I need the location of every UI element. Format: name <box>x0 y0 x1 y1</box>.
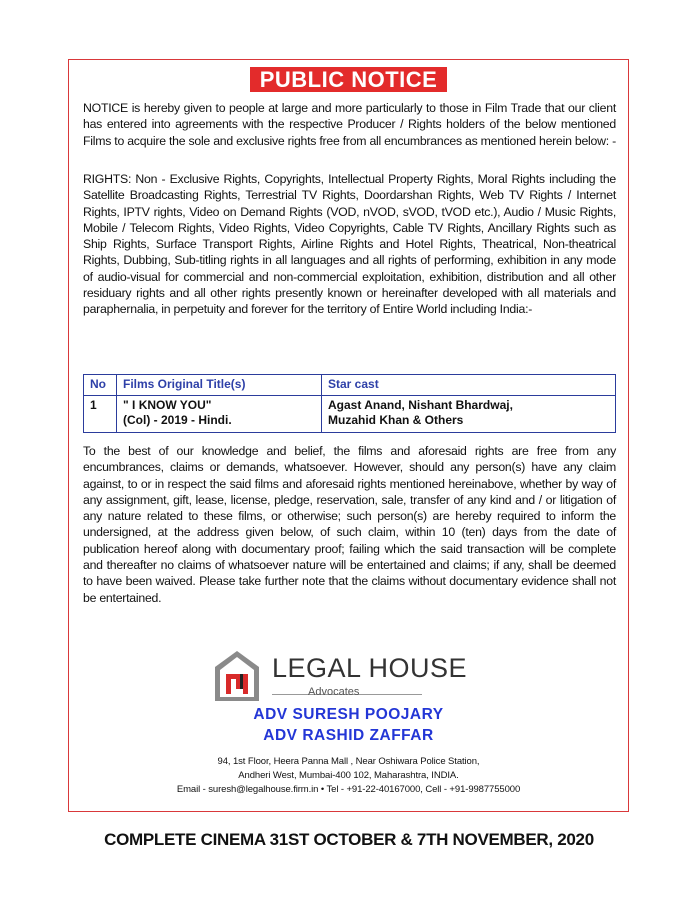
row-cast <box>322 396 616 433</box>
notice-title: PUBLIC NOTICE <box>250 67 448 92</box>
films-table <box>83 374 616 433</box>
row-title <box>117 396 322 433</box>
notice-frame <box>68 59 629 812</box>
row-no: 1 <box>84 396 117 433</box>
table-row <box>84 396 616 433</box>
header-cast: Star cast <box>322 375 616 396</box>
brand-name: LEGAL HOUSE <box>272 653 468 683</box>
address-line-1: 94, 1st Floor, Heera Panna Mall , Near Oshiwara Police Station, <box>217 756 480 767</box>
header-title: Films Original Title(s) <box>117 375 322 396</box>
claims-paragraph: To the best of our knowledge and belief, the films and aforesaid rights are free from any encumbrances, claims or demands, whatsoever. However, should any person(s) have any claim against, to or in respect the said films and aforesaid rights mentioned hereinabove, whether by way of any assignment, gift, lease, license, pledge, reservation, sale, transfer of any kind and / or litigation of any nature related to these films, or otherwise; such person(s) are hereby required to inform the undersigned, at the address given below, of such claim, within 10 (ten) days from the date of publication hereof along with documentary proof; failing which the said transaction will be complete and thereafter no claims of whatsoever nature will be entertained and claims; if any, shall be deemed to have been waived. Please take further note that the claims without documentary evidence shall not be entertained. <box>83 444 616 605</box>
notice-intro: NOTICE is hereby given to people at large and more particularly to those in Film Trade that our client has entered into agreements with the respective Producer / Rights holders of the below mentioned Films to acquire the sole and exclusive rights free from all encumbrances as mentioned herein below: - <box>83 101 616 148</box>
row-cast-line1: Agast Anand, Nishant Bhardwaj, <box>328 398 513 412</box>
header-no: No <box>84 375 117 396</box>
advocate-name-1: ADV SURESH POOJARY <box>253 706 444 723</box>
title-wrap <box>69 67 628 92</box>
table-header-row <box>84 375 616 396</box>
row-title-line2: (Col) - 2019 - Hindi. <box>123 413 232 427</box>
brand-subtitle: Advocates <box>308 686 360 698</box>
house-logo-icon <box>214 650 260 702</box>
advocate-name-2: ADV RASHID ZAFFAR <box>263 727 434 744</box>
address-line-2: Andheri West, Mumbai-400 102, Maharashtra, INDIA. <box>238 770 459 781</box>
contact-line: Email - suresh@legalhouse.firm.in • Tel - +91-22-40167000, Cell - +91-9987755000 <box>176 784 521 795</box>
row-cast-line2: Muzahid Khan & Others <box>328 413 464 427</box>
rights-paragraph: RIGHTS: Non - Exclusive Rights, Copyrights, Intellectual Property Rights, Moral Rights including the Satellite Broadcasting Rights, Terrestrial TV Rights, Doordarshan Rights, Web TV Rights / Internet Rights, IPTV rights, Video on Demand Rights (VOD, nVOD, sVOD, tVOD etc.), Audio / Music Rights, Mobile / Telecom Rights, Video Rights, Video Copyrights, Cable TV Rights, Ancillary Rights such as Ship Rights, Surface Transport Rights, Airline Rights and Hotel Rights, Theatrical, Non-theatrical Rights, Dubbing, Sub-titling rights in all languages and all rights of performing, exhibition in any mode of audio-visual for commercial and non-commercial exploitation, exhibition, distribution and all other residuary rights and all other rights presently known or hereinafter developed with all materials and paraphernalia, in perpetuity and forever for the territory of Entire World including India:- <box>83 172 616 317</box>
publication-footer: COMPLETE CINEMA 31ST OCTOBER & 7TH NOVEMBER, 2020 <box>104 830 594 849</box>
row-title-line1: " I KNOW YOU" <box>123 398 212 412</box>
legal-house-logo <box>214 650 484 705</box>
